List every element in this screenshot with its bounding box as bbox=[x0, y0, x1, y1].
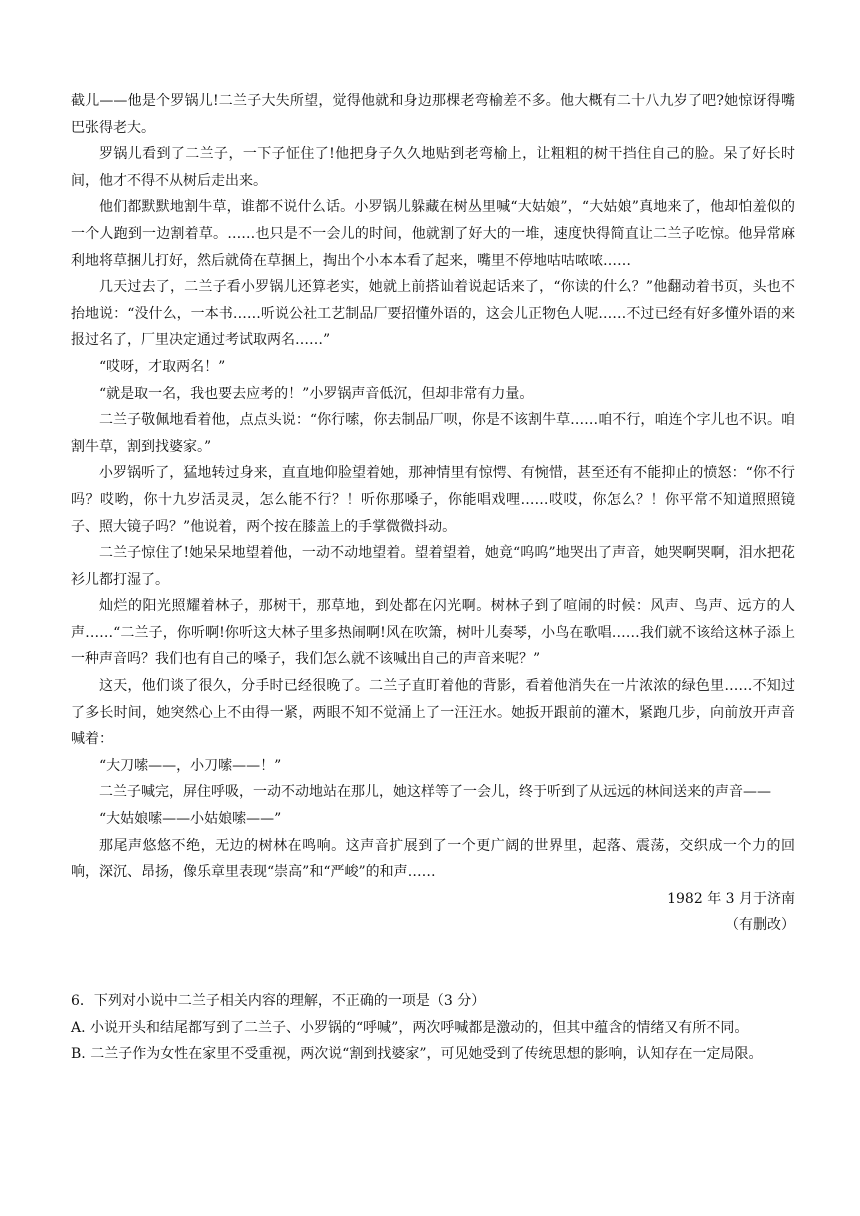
dialogue-line: “哎呀，才取两名！” bbox=[99, 358, 226, 375]
story-date: 1982 年 3 月于济南 bbox=[667, 890, 795, 907]
question-6 bbox=[71, 988, 795, 1068]
dialogue-line: “大刀嗦——，小刀嗦——！” bbox=[99, 757, 282, 774]
option-b: B. 二兰子作为女性在家里不受重视，两次说“割到找婆家”，可见她受到了传统思想的影响，认知存在一定局限。 bbox=[71, 1046, 763, 1063]
story-text bbox=[71, 88, 795, 939]
edit-note: （有删改） bbox=[725, 917, 795, 934]
paragraph: 那尾声悠悠不绝，无边的树林在鸣响。这声音扩展到了一个更广阔的世界里，起落、震荡，交织成一个力的回响，深沉、昂扬，像乐章里表现“崇高”和“严峻”的和声…… bbox=[71, 837, 795, 881]
dialogue-line: “就是取一名，我也要去应考的！”小罗锅声音低沉，但却非常有力量。 bbox=[99, 385, 534, 402]
paragraph: 小罗锅听了，猛地转过身来，直直地仰脸望着她，那神情里有惊愕、有惋惜，甚至还有不能抑止的愤怒：“你不行吗？哎哟，你十九岁活灵灵，怎么能不行？！听你那嗓子，你能唱戏哩……哎哎，你怎么？！你平常不知道照照镜子、照大镜子吗？”他说着，两个按在膝盖上的手掌微微抖动。 bbox=[71, 465, 795, 535]
dialogue-line: “大姑娘嗦——小姑娘嗦——” bbox=[99, 811, 282, 828]
paragraph: 二兰子敬佩地看着他，点点头说：“你行嗦，你去制品厂呗，你是不该割牛草……咱不行，咱连个字儿也不识。咱割牛草，割到找婆家。” bbox=[71, 412, 795, 455]
paragraph: 二兰子惊住了!她呆呆地望着他，一动不动地望着。望着望着，她竟“呜呜”地哭出了声音，她哭啊哭啊，泪水把花衫儿都打湿了。 bbox=[71, 545, 795, 588]
paragraph: 几天过去了，二兰子看小罗锅儿还算老实，她就上前搭讪着说起话来了，“你读的什么？”他翻动着书页，头也不抬地说：“没什么，一本书……听说公社工艺制品厂要招懂外语的，这会儿正物色人呢……不过已经有好多懂外语的来报过名了，厂里决定通过考试取两名……” bbox=[71, 279, 795, 349]
paragraph: 二兰子喊完，屏住呼吸，一动不动地站在那儿，她这样等了一会儿，终于听到了从远远的林间送来的声音—— bbox=[99, 784, 771, 801]
paragraph: 这天，他们谈了很久，分手时已经很晚了。二兰子直盯着他的背影，看着他消失在一片浓浓的绿色里……不知过了多长时间，她突然心上不由得一紧，两眼不知不觉涌上了一汪汪水。她扳开跟前的灌木，紧跑几步，向前放开声音喊着： bbox=[71, 678, 795, 748]
question-stem: 6．下列对小说中二兰子相关内容的理解，不正确的一项是（3 分） bbox=[71, 993, 486, 1009]
paragraph: 截儿——他是个罗锅儿!二兰子大失所望，觉得他就和身边那棵老弯榆差不多。他大概有二十八九岁了吧?她惊讶得嘴巴张得老大。 bbox=[71, 93, 795, 136]
option-a: A. 小说开头和结尾都写到了二兰子、小罗锅的“呼喊”，两次呼喊都是激动的，但其中蕴含的情绪又有所不同。 bbox=[71, 1019, 749, 1036]
paragraph: 灿烂的阳光照耀着林子，那树干，那草地，到处都在闪光啊。树林子到了喧闹的时候：风声、鸟声、远方的人声……“二兰子，你听啊!你听这大林子里多热闹啊!风在吹箫，树叶儿奏琴，小鸟在歌唱……我们就不该给这林子添上一种声音吗？我们也有自己的嗓子，我们怎么就不该喊出自己的声音来呢？” bbox=[71, 598, 795, 668]
paragraph: 他们都默默地割牛草，谁都不说什么话。小罗锅儿躲藏在树丛里喊“大姑娘”，“大姑娘”真地来了，他却怕羞似的一个人跑到一边割着草。……也只是不一会儿的时间，他就割了好大的一堆，速度快得简直让二兰子吃惊。他异常麻利地将草捆儿打好，然后就倚在草捆上，掏出个小本本看了起来，嘴里不停地咕咕哝哝…… bbox=[71, 199, 795, 269]
paragraph: 罗锅儿看到了二兰子，一下子怔住了!他把身子久久地贴到老弯榆上，让粗粗的树干挡住自己的脸。呆了好长时间，他才不得不从树后走出来。 bbox=[71, 146, 795, 189]
